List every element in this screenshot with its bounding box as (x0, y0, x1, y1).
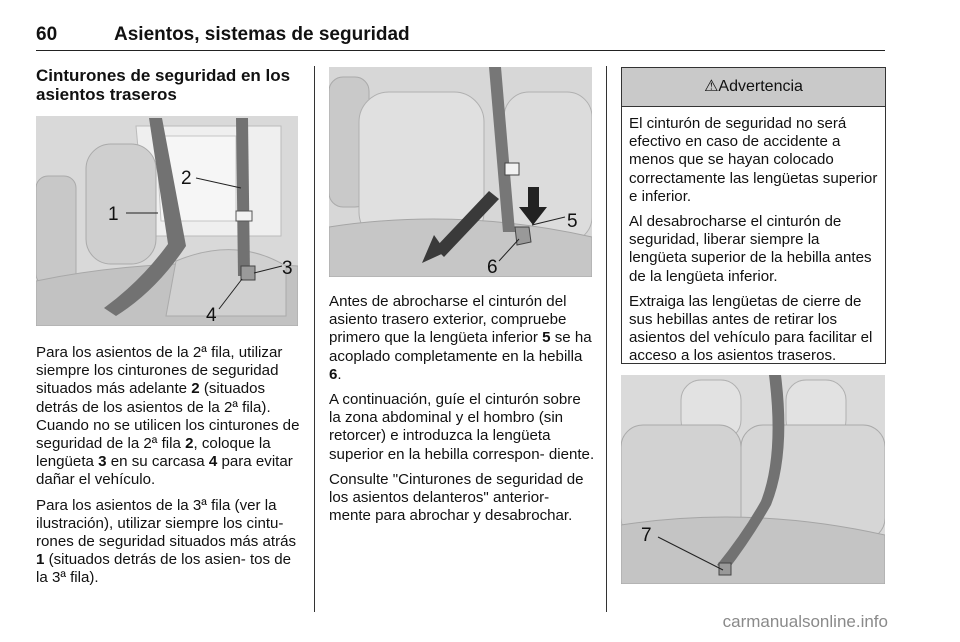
callout-2: 2 (181, 168, 192, 189)
rear-belts-illustration (36, 116, 298, 326)
reference-number: 4 (208, 453, 218, 471)
reference-number: 2 (191, 380, 200, 398)
callout-7: 7 (641, 525, 652, 546)
callout-6: 6 (487, 257, 498, 277)
warning-box (621, 67, 886, 364)
body-paragraph: A continuación, guíe el cinturón sobre la zona abdominal y el hombro (sin retorcer) e introduzca la lengüeta superior en la hebilla correspon‐ diente. (329, 391, 595, 463)
reference-number: 2 (185, 435, 194, 453)
third-row-belt-illustration (621, 375, 885, 584)
reference-number: 1 (36, 551, 45, 569)
section-title: Cinturones de seguridad en los asientos traseros (36, 66, 291, 104)
callout-3: 3 (282, 258, 293, 279)
body-paragraph: Antes de abrocharse el cinturón del asiento trasero exterior, compruebe primero que la lengüeta inferior 5 se ha acoplado completamente en la hebilla 6. (329, 293, 592, 383)
running-head: Asientos, sistemas de seguridad (114, 24, 410, 45)
callout-1: 1 (108, 204, 119, 225)
column-1-text (36, 344, 300, 595)
callout-5: 5 (567, 211, 578, 232)
reference-number: 6 (329, 365, 338, 383)
column-divider (606, 66, 607, 612)
warning-title: Advertencia (718, 78, 803, 95)
reference-number: 5 (542, 329, 551, 347)
warning-body (622, 107, 885, 366)
buckle-check-illustration (329, 67, 592, 277)
warning-header (622, 68, 885, 107)
body-paragraph: Para los asientos de la 3ª fila (ver la ilustración), utilizar siempre los cintu‐ rones de seguridad situados más atrás 1 (situados detrás de los asien‐ tos de la 3ª fila). (36, 496, 297, 587)
reference-number: 3 (98, 453, 107, 471)
warning-paragraph: El cinturón de seguridad no será efectivo en caso de accidente a menos que se hayan colocado correctamente las lengüetas superior e inferior. (629, 115, 878, 205)
body-paragraph: Consulte "Cinturones de seguridad de los asientos delanteros" anterior‐ mente para abrochar y desabrochar. (329, 470, 584, 525)
warning-icon: ⚠ (704, 78, 719, 95)
warning-paragraph: Extraiga las lengüetas de cierre de sus hebillas antes de retirar los asientos del vehículo para facilitar el acceso a los asientos traseros. (629, 292, 873, 365)
callout-4: 4 (206, 305, 217, 326)
page-number: 60 (36, 24, 58, 45)
warning-paragraph: Al desabrocharse el cinturón de seguridad, liberar siempre la lengüeta superior de la hebilla antes de la lengüeta inferior. (629, 213, 872, 285)
page-header (36, 24, 885, 51)
watermark: carmanualsonline.info (722, 612, 888, 631)
body-paragraph: Para los asientos de la 2ª fila, utilizar siempre los cinturones de seguridad situados más adelante 2 (situados detrás de los asientos de la 2ª fila). Cuando no se utilicen los cinturones de seguridad de la 2ª fila 2, coloque la lengüeta 3 en su carcasa 4 para evitar dañar el vehículo. (36, 344, 300, 489)
column-2-text (329, 293, 595, 532)
column-divider (314, 66, 315, 612)
